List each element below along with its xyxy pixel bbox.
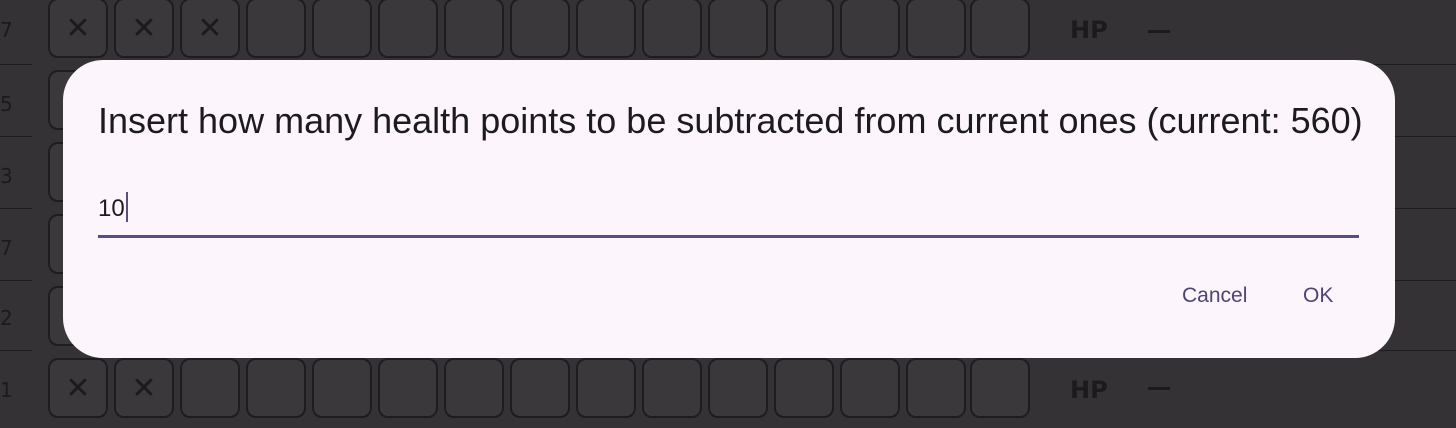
hit-cell[interactable]: [312, 358, 372, 418]
row-divider: [0, 208, 32, 209]
tracker-row: [0, 356, 1456, 428]
hp-amount-input[interactable]: [98, 186, 1359, 238]
row-divider: [0, 350, 32, 351]
ok-button[interactable]: OK: [1303, 284, 1334, 307]
hit-cell[interactable]: [840, 358, 900, 418]
row-divider: [0, 136, 32, 137]
hit-cell[interactable]: [444, 358, 504, 418]
row-divider: [0, 280, 32, 281]
hit-cell[interactable]: ✕: [48, 358, 108, 418]
row-number: 7: [0, 236, 13, 260]
hit-cell[interactable]: [378, 0, 438, 58]
hit-cell[interactable]: [510, 0, 570, 58]
hit-cell[interactable]: ✕: [114, 358, 174, 418]
hit-cell[interactable]: [444, 0, 504, 58]
hp-amount-value[interactable]: 10: [98, 192, 128, 223]
hit-cell[interactable]: [906, 358, 966, 418]
hit-cell[interactable]: [970, 358, 1030, 418]
hit-cell[interactable]: ✕: [114, 0, 174, 58]
row-number: 2: [0, 306, 13, 330]
hit-cell[interactable]: [180, 358, 240, 418]
hit-cell[interactable]: [642, 0, 702, 58]
hit-cell[interactable]: ✕: [180, 0, 240, 58]
hit-cell[interactable]: ✕: [48, 0, 108, 58]
hit-cell[interactable]: [378, 358, 438, 418]
hit-cell[interactable]: [576, 0, 636, 58]
minus-icon[interactable]: [1148, 30, 1170, 33]
row-number: 7: [0, 18, 13, 42]
hit-cell[interactable]: [246, 0, 306, 58]
cancel-button[interactable]: Cancel: [1182, 284, 1248, 307]
hit-cell[interactable]: [906, 0, 966, 58]
dialog-title: Insert how many health points to be subtracted from current ones (current: 560): [98, 100, 1363, 141]
hit-cell[interactable]: [576, 358, 636, 418]
hit-cell[interactable]: [774, 358, 834, 418]
hp-label: HP: [1070, 376, 1108, 404]
minus-icon[interactable]: [1148, 387, 1170, 390]
hit-cell[interactable]: [774, 0, 834, 58]
hit-cell[interactable]: [246, 358, 306, 418]
hit-cell[interactable]: [708, 358, 768, 418]
row-divider: [0, 64, 32, 65]
text-caret: [126, 192, 128, 222]
row-number: 1: [0, 378, 13, 402]
subtract-hp-dialog: [63, 60, 1395, 358]
hit-cell[interactable]: [642, 358, 702, 418]
hit-cell[interactable]: [970, 0, 1030, 58]
hit-cell[interactable]: [708, 0, 768, 58]
row-number: 3: [0, 164, 13, 188]
hit-cell[interactable]: [510, 358, 570, 418]
hp-label: HP: [1070, 16, 1108, 44]
hit-cell[interactable]: [312, 0, 372, 58]
row-number: 5: [0, 92, 13, 116]
hit-cell[interactable]: [840, 0, 900, 58]
